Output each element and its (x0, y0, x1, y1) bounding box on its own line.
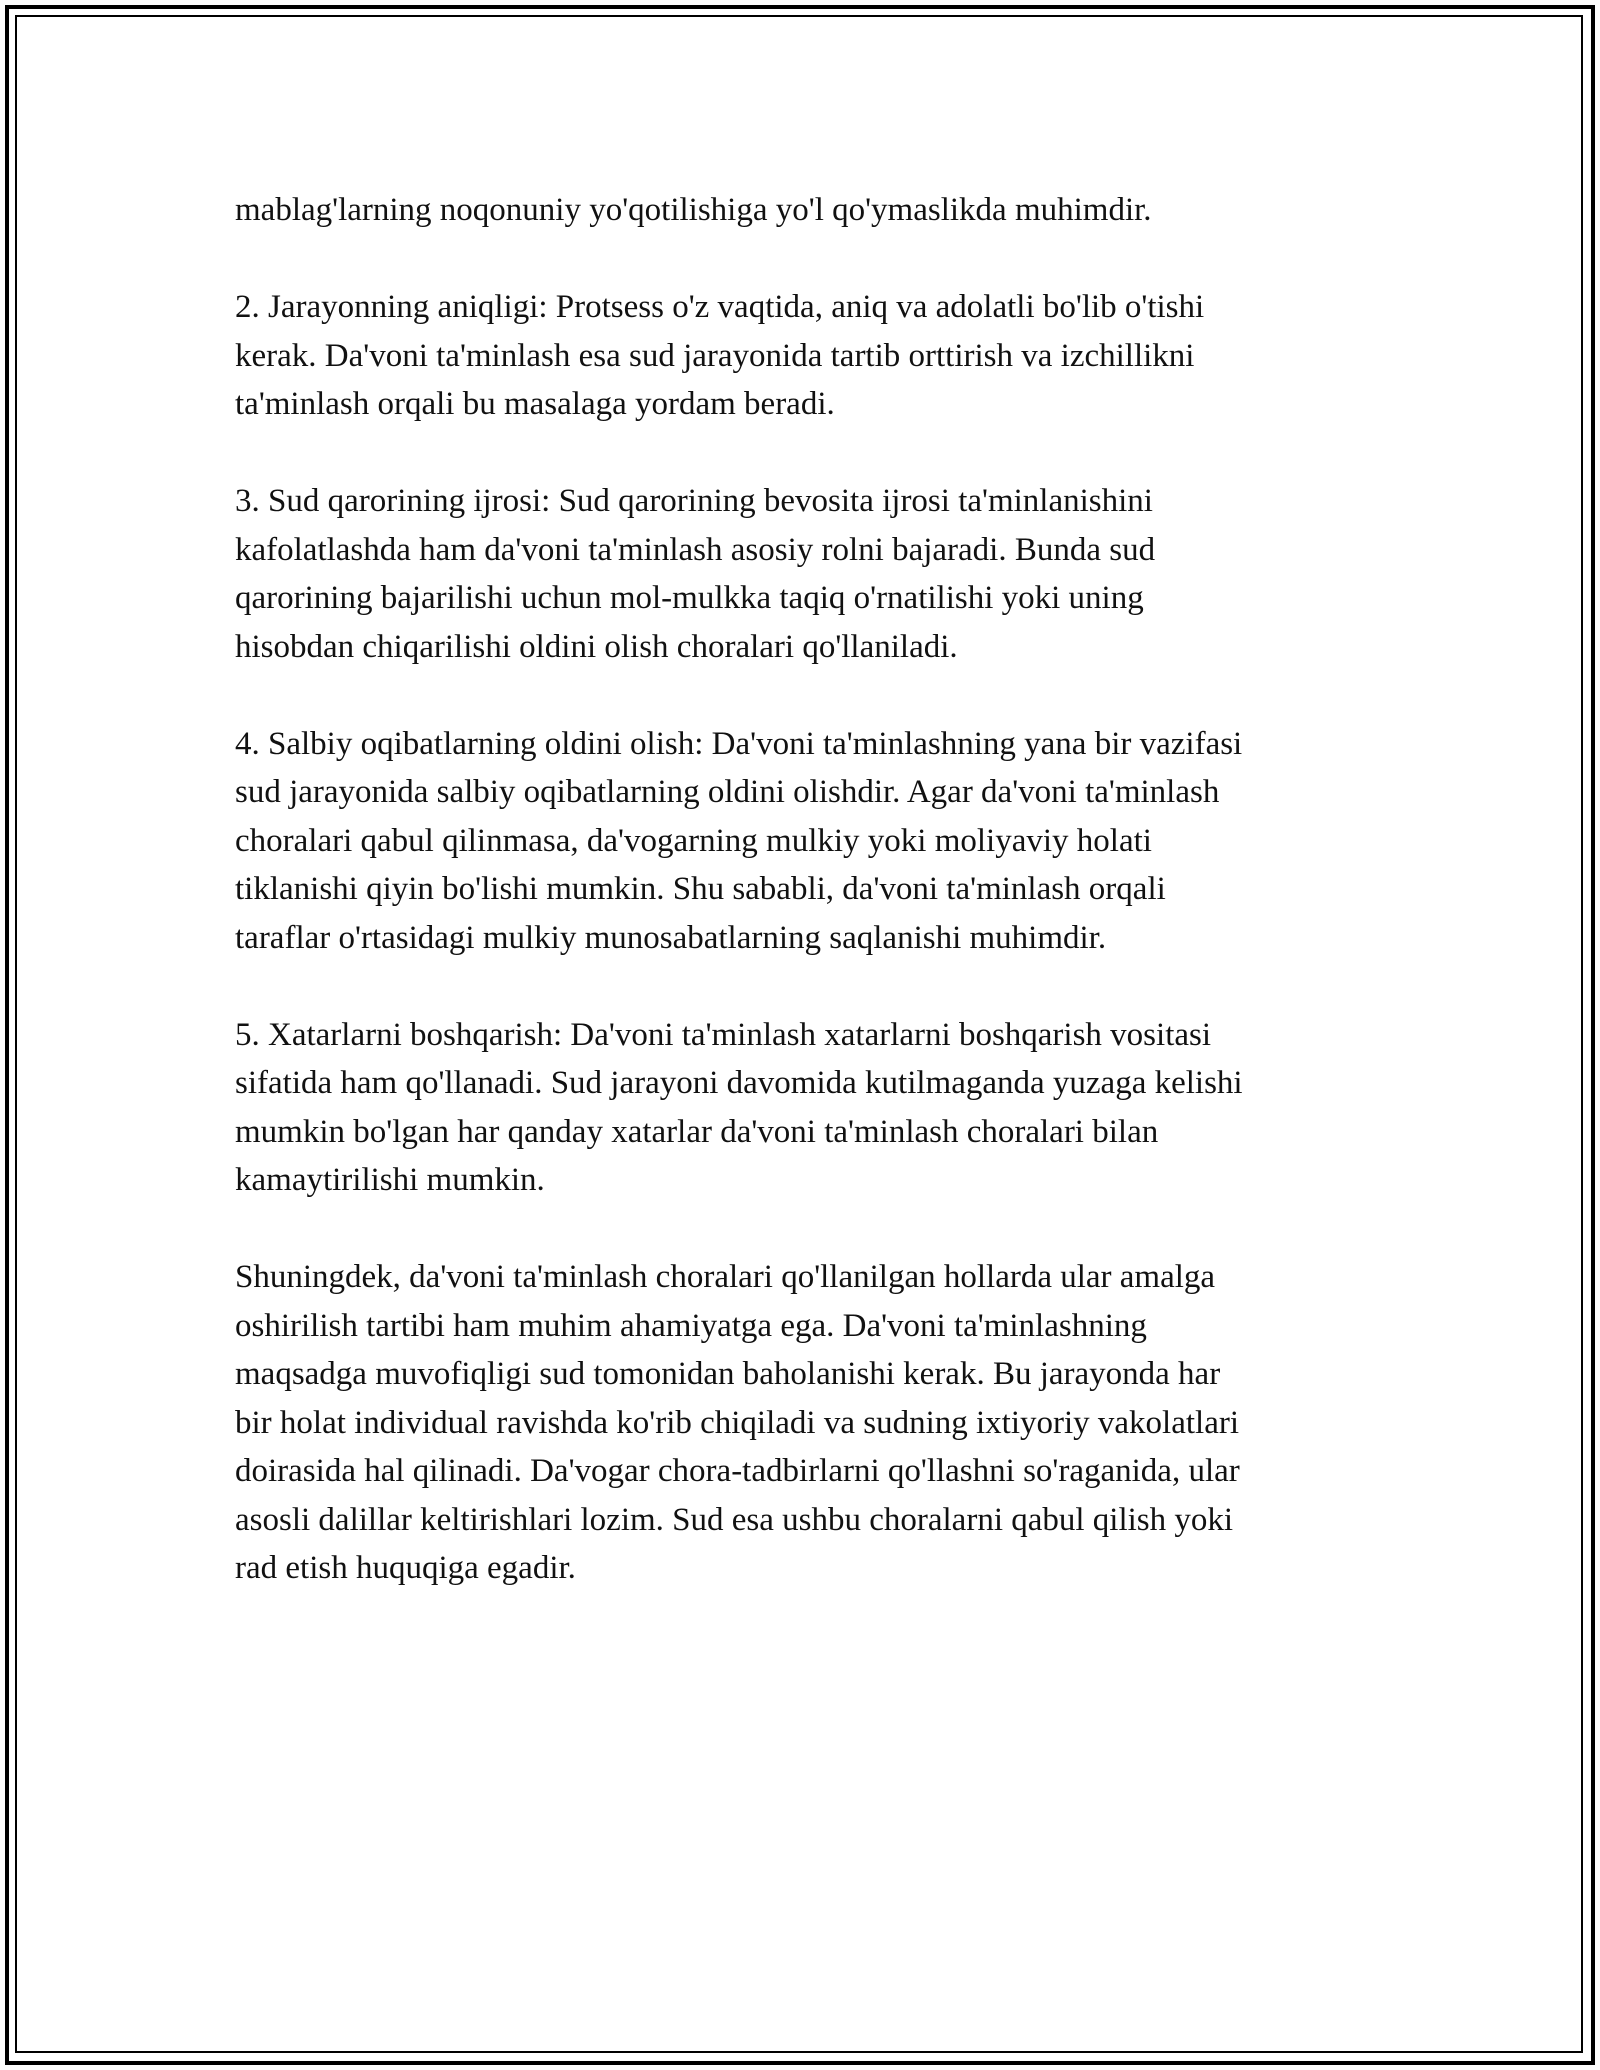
paragraph-item-3: 3. Sud qarorining ijrosi: Sud qarorining bevosita ijrosi ta'minlanishini kafolatlashda ham da'voni ta'minlash asosiy rolni bajaradi. Bunda sud qarorining bajarilishi uchun mol-mulkka taqiq o'rnatilishi yoki uning hisobdan chiqarilishi oldini olish choralari qo'llaniladi. (235, 483, 1156, 665)
paragraph-item-5: 5. Xatarlarni boshqarish: Da'voni ta'minlash xatarlarni boshqarish vositasi sifatida ham qo'llanadi. Sud jarayoni davomida kutilmaganda yuzaga kelishi mumkin bo'lgan har qanday xatarlar da'voni ta'minlash choralari bilan kamaytirilishi mumkin. (235, 1016, 1243, 1198)
paragraph-item-2: 2. Jarayonning aniqligi: Protsess o'z vaqtida, aniq va adolatli bo'lib o'tishi kerak. Da'voni ta'minlash esa sud jarayonida tartib orttirish va izchillikni ta'minlash orqali bu masalaga yordam beradi. (235, 289, 1205, 422)
paragraph-conclusion: Shuningdek, da'voni ta'minlash choralari qo'llanilgan hollarda ular amalga oshirilish tartibi ham muhim ahamiyatga ega. Da'voni ta'minlashning maqsadga muvofiqligi sud tomonidan baholanishi kerak. Bu jarayonda har bir holat individual ravishda ko'rib chiqiladi va sudning ixtiyoriy vakolatlari doirasida hal qilinadi. Da'vogar chora-tadbirlarni qo'llashni so'raganida, ular asosli dalillar keltirishlari lozim. Sud esa ushbu choralarni qabul qilish yoki rad etish huquqiga egadir. (235, 1259, 1240, 1586)
document-body (235, 186, 1375, 1641)
paragraph-item-4: 4. Salbiy oqibatlarning oldini olish: Da'voni ta'minlashning yana bir vazifasi sud jarayonida salbiy oqibatlarning oldini olishdir. Agar da'voni ta'minlash choralari qabul qilinmasa, da'vogarning mulkiy yoki moliyaviy holati tiklanishi qiyin bo'lishi mumkin. Shu sababli, da'voni ta'minlash orqali taraflar o'rtasidagi mulkiy munosabatlarning saqlanishi muhimdir. (235, 725, 1243, 956)
paragraph-continuation: mablag'larning noqonuniy yo'qotilishiga yo'l qo'ymaslikda muhimdir. (235, 192, 1152, 228)
